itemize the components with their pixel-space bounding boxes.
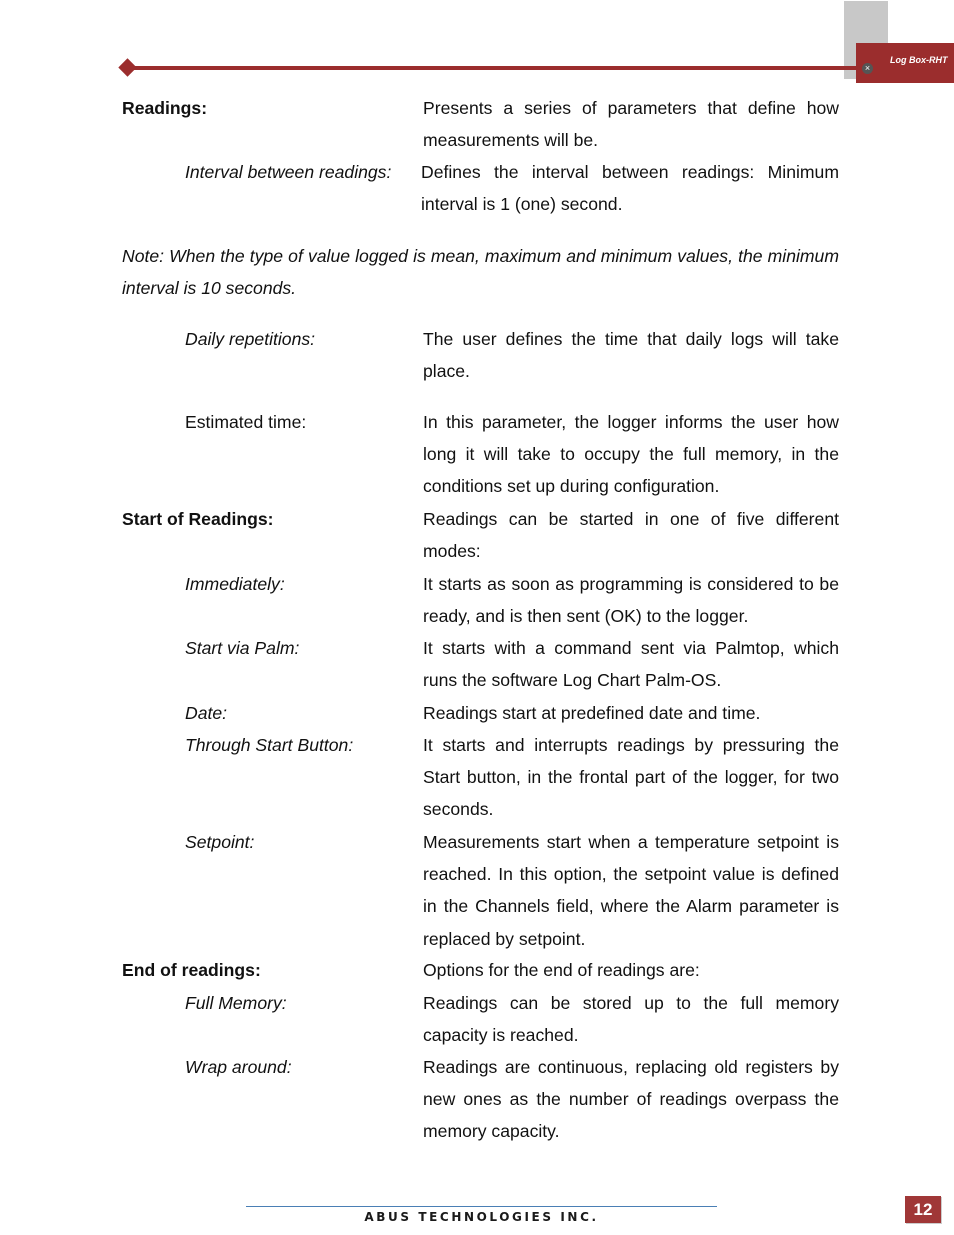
daily-desc: The user defines the time that daily logs will take place.	[423, 329, 839, 382]
footer-rule	[246, 1206, 717, 1207]
x-circle-icon: ×	[862, 63, 873, 74]
start-item-label: Start via Palm:	[185, 638, 300, 658]
start-item-desc: Readings start at predefined date and time.	[423, 703, 761, 723]
start-item-label: Through Start Button:	[185, 735, 354, 755]
estimated-desc: In this parameter, the logger informs the user how long it will take to occupy the full memory, in the conditions set up during configuration.	[423, 412, 839, 497]
interval-desc: Defines the interval between readings: Minimum interval is 1 (one) second.	[421, 162, 839, 215]
start-item-label: Date:	[185, 703, 228, 723]
end-item-desc: Readings can be stored up to the full memory capacity is reached.	[423, 993, 839, 1046]
end-item-label: Full Memory:	[185, 993, 287, 1013]
readings-label: Readings:	[122, 98, 208, 118]
start-label: Start of Readings:	[122, 509, 274, 529]
end-item-desc: Readings are continuous, replacing old registers by new ones as the number of readings overpass the memory capacity.	[423, 1057, 839, 1142]
start-item-desc: It starts as soon as programming is considered to be ready, and is then sent (OK) to the logger.	[423, 574, 839, 627]
diamond-icon	[118, 58, 136, 76]
end-desc: Options for the end of readings are:	[423, 960, 700, 980]
start-item-desc: It starts with a command sent via Palmtop, which runs the software Log Chart Palm-OS.	[423, 638, 839, 691]
start-item-desc: It starts and interrupts readings by pressuring the Start button, in the frontal part of the logger, for two seconds.	[423, 735, 839, 820]
daily-label: Daily repetitions:	[185, 329, 316, 349]
end-label: End of readings:	[122, 960, 261, 980]
header-rule	[127, 66, 857, 70]
start-item-label: Setpoint:	[185, 832, 255, 852]
start-item-label: Immediately:	[185, 574, 285, 594]
end-item-label: Wrap around:	[185, 1057, 292, 1077]
interval-label: Interval between readings:	[185, 162, 392, 182]
doc-title: Log Box-RHT	[890, 55, 948, 65]
start-desc: Readings can be started in one of five different modes:	[423, 509, 839, 562]
readings-desc: Presents a series of parameters that define how measurements will be.	[423, 98, 839, 151]
note-text: Note: When the type of value logged is mean, maximum and minimum values, the minimum interval is 10 seconds.	[122, 246, 839, 299]
page-number: 12	[905, 1196, 941, 1223]
start-item-desc: Measurements start when a temperature setpoint is reached. In this option, the setpoint value is defined in the Channels field, where the Alarm parameter is replaced by setpoint.	[423, 832, 839, 949]
footer-company: ABUS TECHNOLOGIES INC.	[364, 1210, 599, 1224]
estimated-label: Estimated time:	[185, 412, 307, 432]
